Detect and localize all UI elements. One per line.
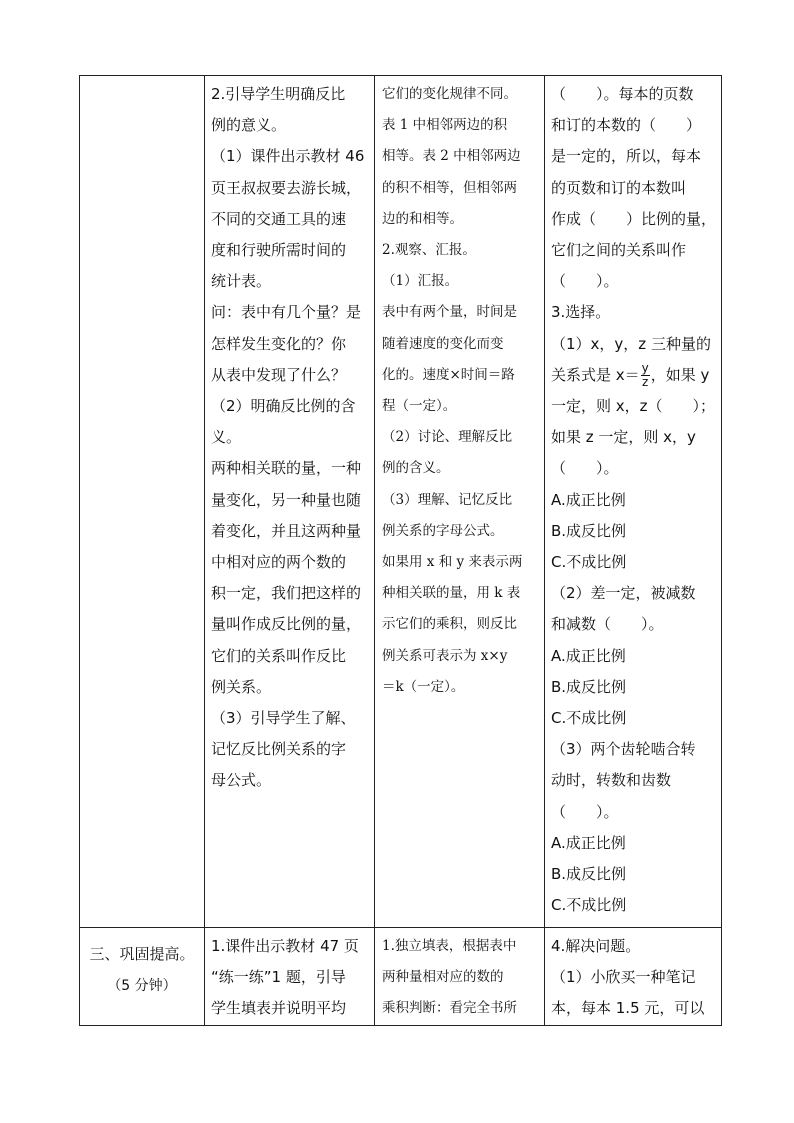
text-line: 它们的变化规律不同。 [382, 86, 517, 102]
text-line: （1）课件出示教材 46 [211, 147, 365, 166]
text-line: 2.观察、汇报。 [382, 242, 476, 259]
text-line: 的页数和订的本数叫 [551, 178, 687, 197]
text-line: B.成反比例 [551, 677, 627, 696]
text-line: 母公式。 [211, 771, 272, 790]
text-line: （ ）。每本的页数 [551, 85, 694, 103]
text-line: 不同的交通工具的速 [211, 209, 347, 228]
text-line: 中相对应的两个数的 [211, 553, 347, 572]
text-line: 例关系。 [211, 677, 272, 696]
table-row [80, 76, 722, 928]
text-line: C.不成比例 [551, 896, 627, 915]
exercise-cell [545, 928, 722, 1026]
text-line: 着变化，并且这两种量 [211, 521, 362, 540]
stage-label [80, 928, 204, 1002]
exercise-cell [545, 76, 722, 928]
text-line: 例的意义。 [211, 116, 287, 135]
text-line: A.成正比例 [551, 490, 626, 509]
text-line: 它们的关系叫作反比 [211, 646, 347, 665]
text-line: C.不成比例 [551, 709, 627, 728]
text-line: 表中有两个量，时间是 [382, 304, 517, 321]
text-line: 量变化，另一种量也随 [211, 490, 362, 509]
text-line: 边的和相等。 [382, 210, 463, 227]
text-line: A.成正比例 [551, 646, 626, 665]
stage-title: 三、巩固提高。 [89, 945, 195, 963]
text-line: （1）汇报。 [382, 273, 459, 290]
text-line: 问：表中有几个量？是 [211, 303, 362, 322]
fraction: $\frac{y}{z}$ [641, 360, 649, 389]
teacher-activity-text [205, 928, 374, 1025]
text-line: 随着速度的变化而变 [382, 335, 504, 352]
stage-cell [80, 928, 205, 1026]
text-line: 2.引导学生明确反比 [211, 85, 346, 103]
text-line: （1）小欣买一种笔记 [551, 968, 696, 987]
text-line: 4.解决问题。 [551, 937, 641, 955]
text-line: 量叫作成反比例的量， [211, 615, 362, 634]
text-line: 义。 [211, 428, 242, 447]
text-line: （3）引导学生了解、 [211, 709, 356, 728]
formula-line: 关系式是 x＝ $\frac{y}{z}$ ，如果 y [551, 360, 710, 389]
text-line: 记忆反比例关系的字 [211, 740, 347, 759]
teacher-activity-text [205, 76, 374, 797]
text-line: 和订的本数的（ ） [551, 116, 702, 135]
student-activity-cell [375, 76, 545, 928]
exercise-text [545, 928, 721, 1025]
student-activity-text [375, 928, 544, 1025]
text-line: 1.独立填表，根据表中 [382, 938, 517, 954]
stage-time: （5 分钟） [107, 978, 177, 994]
text-line: 例关系的字母公式。 [382, 522, 504, 539]
text-line: “练一练”1 题，引导 [211, 968, 346, 987]
stage-cell [80, 76, 205, 928]
text-line: B.成反比例 [551, 865, 627, 884]
text-line: 动时，转数和齿数 [551, 771, 672, 790]
text-line: 例的含义。 [382, 460, 450, 477]
lesson-plan-table [79, 75, 722, 1026]
text-line: （3）两个齿轮啮合转 [551, 740, 696, 759]
text-line: 是一定的，所以，每本 [551, 147, 702, 166]
text-line: 从表中发现了什么？ [211, 365, 347, 384]
teacher-activity-cell [205, 928, 375, 1026]
text-line: B.成反比例 [551, 521, 627, 540]
text-line: 本，每本 1.5 元，可以 [551, 999, 705, 1018]
text-line: 程（一定）。 [382, 398, 457, 415]
text-line: （2）差一定，被减数 [551, 584, 696, 603]
text-line: （2）讨论、理解反比 [382, 429, 513, 446]
text-line: （ ）。 [551, 272, 619, 291]
text-line: 例关系可表示为 x×y [382, 647, 508, 664]
text-line: 3.选择。 [551, 303, 611, 322]
text-line: （ ）。 [551, 459, 619, 478]
text-line: A.成正比例 [551, 833, 626, 852]
text-line: 它们之间的关系叫作 [551, 241, 687, 260]
text-line: （1）x，y，z 三种量的 [551, 334, 711, 353]
text-line: 表 1 中相邻两边的积 [382, 117, 508, 134]
text-line: 化的。速度×时间＝路 [382, 366, 515, 383]
student-activity-text [375, 76, 544, 703]
text-line: 怎样发生变化的？你 [211, 334, 347, 353]
text-line: 相等。表 2 中相邻两边 [382, 148, 521, 165]
text-line: 种相关联的量，用 k 表 [382, 585, 521, 602]
text-line: 度和行驶所需时间的 [211, 241, 347, 260]
text-line: 如果用 x 和 y 来表示两 [382, 554, 523, 571]
text-line: （3）理解、记忆反比 [382, 491, 513, 508]
table-row [80, 928, 722, 1026]
text-line: （2）明确反比例的含 [211, 397, 356, 416]
text-line: 作成（ ）比例的量， [551, 209, 717, 228]
teacher-activity-cell [205, 76, 375, 928]
text-line: ＝k（一定）。 [382, 678, 465, 695]
text-line: 和减数（ ）。 [551, 615, 664, 634]
text-line: 一定，则 x，z（ ）； [551, 397, 716, 416]
text-line: 两种量相对应的数的 [382, 969, 504, 986]
text-line: 如果 z 一定，则 x，y [551, 428, 696, 447]
text-line: 页王叔叔要去游长城， [211, 178, 362, 197]
text-line: 统计表。 [211, 272, 272, 291]
text-line: 两种相关联的量，一种 [211, 459, 362, 478]
text-line: 乘积判断：看完全书所 [382, 1000, 517, 1017]
student-activity-cell [375, 928, 545, 1026]
text-line: 示它们的乘积，则反比 [382, 616, 517, 633]
text-line: 积一定，我们把这样的 [211, 584, 362, 603]
text-line: 1.课件出示教材 47 页 [211, 937, 359, 955]
text-line: 的积不相等，但相邻两 [382, 179, 517, 196]
text-line: C.不成比例 [551, 553, 627, 572]
text-line: 学生填表并说明平均 [211, 999, 347, 1018]
exercise-text [545, 76, 721, 921]
text-line: （ ）。 [551, 802, 619, 821]
